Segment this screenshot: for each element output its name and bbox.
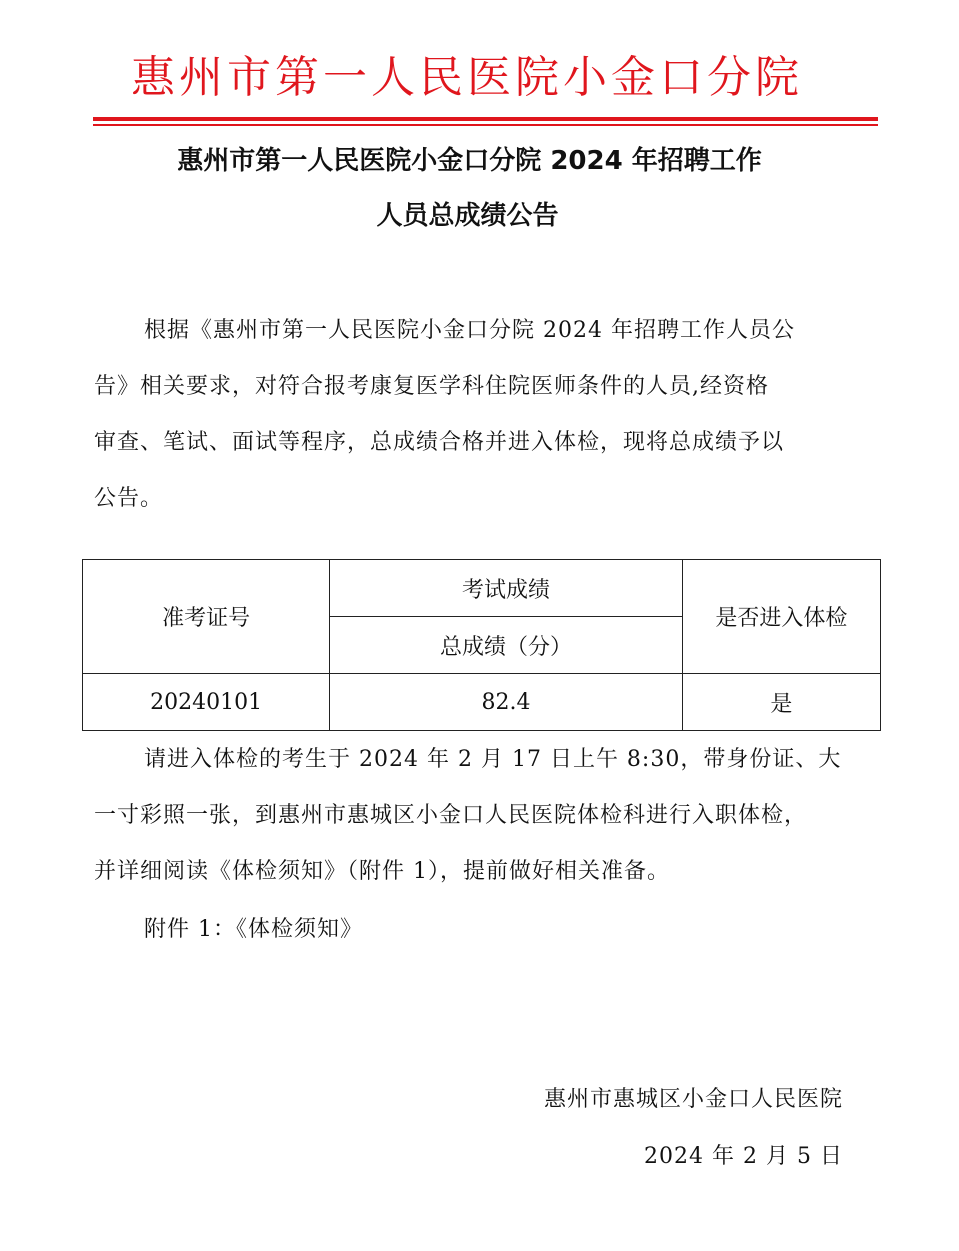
notice-title-line-2: 人员总成绩公告	[376, 201, 559, 231]
attachment-paragraph	[94, 902, 854, 958]
letterhead-rule-thin	[93, 124, 878, 126]
header-exam-id: 准考证号	[83, 560, 330, 674]
signature-date: 2024 年 2 月 5 日	[644, 1144, 843, 1169]
cell-total-score: 82.4	[330, 674, 682, 731]
intro-paragraph	[94, 303, 854, 527]
letterhead-title: 惠州市第一人民医院小金口分院	[131, 52, 803, 103]
notice-line: 并详细阅读《体检须知》（附件 1），提前做好相关准备。	[94, 859, 670, 884]
intro-line: 告》相关要求，对符合报考康复医学科住院医师条件的人员,经资格	[94, 374, 769, 399]
intro-line: 根据《惠州市第一人民医院小金口分院 2024 年招聘工作人员公	[144, 318, 795, 343]
header-exam-scores: 考试成绩	[330, 560, 682, 617]
letterhead-rule-thick	[93, 117, 878, 121]
attachment-line: 附件 1：《体检须知》	[144, 917, 363, 942]
signature-organization: 惠州市惠城区小金口人民医院	[543, 1087, 843, 1112]
header-total-score: 总成绩（分）	[330, 617, 682, 674]
header-physical-exam: 是否进入体检	[682, 560, 880, 674]
notice-line: 请进入体检的考生于 2024 年 2 月 17 日上午 8:30，带身份证、大	[144, 747, 842, 772]
physical-exam-notice	[94, 732, 854, 900]
notice-line: 一寸彩照一张，到惠州市惠城区小金口人民医院体检科进行入职体检，	[94, 803, 808, 828]
cell-exam-id: 20240101	[83, 674, 330, 731]
score-table	[82, 559, 881, 731]
table-header-row	[83, 560, 881, 617]
intro-line: 审查、笔试、面试等程序，总成绩合格并进入体检，现将总成绩予以	[94, 430, 785, 455]
notice-title-line-1: 惠州市第一人民医院小金口分院 2024 年招聘工作	[177, 146, 762, 176]
intro-line: 公告。	[94, 486, 164, 511]
table-row	[83, 674, 881, 731]
cell-physical-exam: 是	[682, 674, 880, 731]
